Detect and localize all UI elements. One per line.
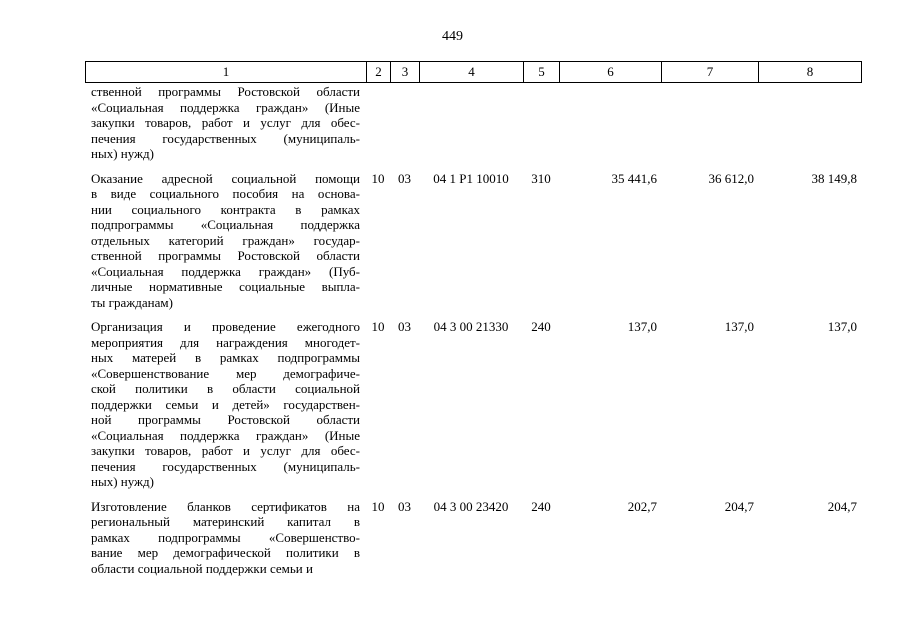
cell-amount-year-1: 202,7 bbox=[627, 498, 657, 514]
description-line: ственной программы Ростовской области bbox=[91, 248, 360, 263]
cell-amount-year-2: 137,0 bbox=[724, 319, 754, 334]
description-line: области социальной поддержки семьи и bbox=[91, 560, 313, 576]
description-line: региональный материнский капитал в bbox=[91, 514, 360, 529]
cell-expense-type: 240 bbox=[531, 319, 551, 334]
cell-amount-year-3 bbox=[758, 84, 861, 162]
cell-target-article: 04 1 Р1 10010 bbox=[433, 170, 509, 186]
header-cell-2: 2 bbox=[367, 62, 391, 83]
cell-section bbox=[366, 84, 390, 162]
cell-amount-year-2 bbox=[661, 84, 758, 162]
description-line: ных) нужд) bbox=[91, 474, 154, 489]
description-line: печения государственных (муниципаль- bbox=[91, 130, 360, 146]
table-row bbox=[85, 162, 861, 311]
cell-target-article: 04 3 00 21330 bbox=[433, 319, 509, 334]
description-line: ты гражданам) bbox=[91, 294, 173, 310]
description-line: в виде социального пособия на основа- bbox=[91, 186, 360, 201]
description-line: мероприятия для награждения многодет- bbox=[91, 334, 360, 350]
description-line: ственной программы Ростовской области bbox=[91, 84, 360, 99]
description-line: «Социальная поддержка граждан» (Иные bbox=[91, 99, 360, 115]
row-description bbox=[85, 84, 366, 162]
cell-amount-year-1: 35 441,6 bbox=[611, 170, 657, 186]
header-cell-5: 5 bbox=[524, 62, 560, 83]
description-line: поддержки семьи и детей» государствен- bbox=[91, 396, 360, 412]
header-cell-1: 1 bbox=[86, 62, 367, 83]
description-line: ных матерей в рамках подпрограммы bbox=[91, 350, 360, 365]
cell-subsection: 03 bbox=[398, 170, 411, 186]
cell-amount-year-1: 137,0 bbox=[627, 319, 657, 334]
row-description bbox=[85, 162, 366, 311]
description-line: Изготовление бланков сертификатов на bbox=[91, 498, 360, 514]
cell-amount-year-3: 137,0 bbox=[827, 319, 857, 334]
cell-expense-type bbox=[523, 84, 559, 162]
cell-expense-type: 310 bbox=[531, 170, 551, 186]
description-line: «Социальная поддержка граждан» (Иные bbox=[91, 427, 360, 443]
cell-section: 10 bbox=[371, 319, 385, 334]
cell-subsection: 03 bbox=[398, 319, 411, 334]
cell-expense-type: 240 bbox=[531, 498, 551, 514]
table-header bbox=[85, 61, 862, 83]
cell-amount-year-3: 204,7 bbox=[827, 498, 857, 514]
description-line: Оказание адресной социальной помощи bbox=[91, 170, 360, 186]
row-description bbox=[85, 490, 366, 577]
cell-target-article: 04 3 00 23420 bbox=[433, 498, 509, 514]
cell-subsection bbox=[390, 84, 419, 162]
page-number: 449 bbox=[442, 29, 463, 44]
description-line: личные нормативные социальные выпла- bbox=[91, 279, 360, 294]
description-line: ной программы Ростовской области bbox=[91, 412, 360, 427]
description-line: ных) нужд) bbox=[91, 146, 154, 161]
cell-section: 10 bbox=[371, 498, 385, 514]
description-line: Организация и проведение ежегодного bbox=[91, 319, 360, 334]
table-row bbox=[85, 490, 861, 577]
table-body bbox=[85, 84, 861, 576]
description-line: рамках подпрограммы «Совершенство- bbox=[91, 529, 360, 545]
cell-amount-year-3: 38 149,8 bbox=[811, 170, 857, 186]
table-row bbox=[85, 310, 861, 490]
table-row bbox=[85, 84, 861, 162]
header-cell-3: 3 bbox=[391, 62, 420, 83]
description-line: отдельных категорий граждан» государ- bbox=[91, 232, 360, 248]
header-cell-7: 7 bbox=[662, 62, 759, 83]
row-description bbox=[85, 310, 366, 490]
description-line: печения государственных (муниципаль- bbox=[91, 458, 360, 474]
header-cell-4: 4 bbox=[420, 62, 524, 83]
description-line: подпрограммы «Социальная поддержка bbox=[91, 217, 360, 232]
description-line: вание мер демографической политики в bbox=[91, 545, 360, 560]
cell-target-article bbox=[419, 84, 523, 162]
cell-subsection: 03 bbox=[398, 498, 411, 514]
description-line: «Совершенствование мер демографиче- bbox=[91, 365, 360, 381]
header-cell-6: 6 bbox=[560, 62, 662, 83]
header-row bbox=[86, 62, 862, 83]
cell-section: 10 bbox=[371, 170, 385, 186]
description-line: нии социального контракта в рамках bbox=[91, 201, 360, 217]
description-line: закупки товаров, работ и услуг для обес- bbox=[91, 115, 360, 130]
cell-amount-year-1 bbox=[559, 84, 661, 162]
description-line: «Социальная поддержка граждан» (Пуб- bbox=[91, 263, 360, 279]
description-line: ской политики в области социальной bbox=[91, 381, 360, 396]
description-line: закупки товаров, работ и услуг для обес- bbox=[91, 443, 360, 458]
header-cell-8: 8 bbox=[759, 62, 862, 83]
cell-amount-year-2: 36 612,0 bbox=[708, 170, 754, 186]
cell-amount-year-2: 204,7 bbox=[724, 498, 754, 514]
